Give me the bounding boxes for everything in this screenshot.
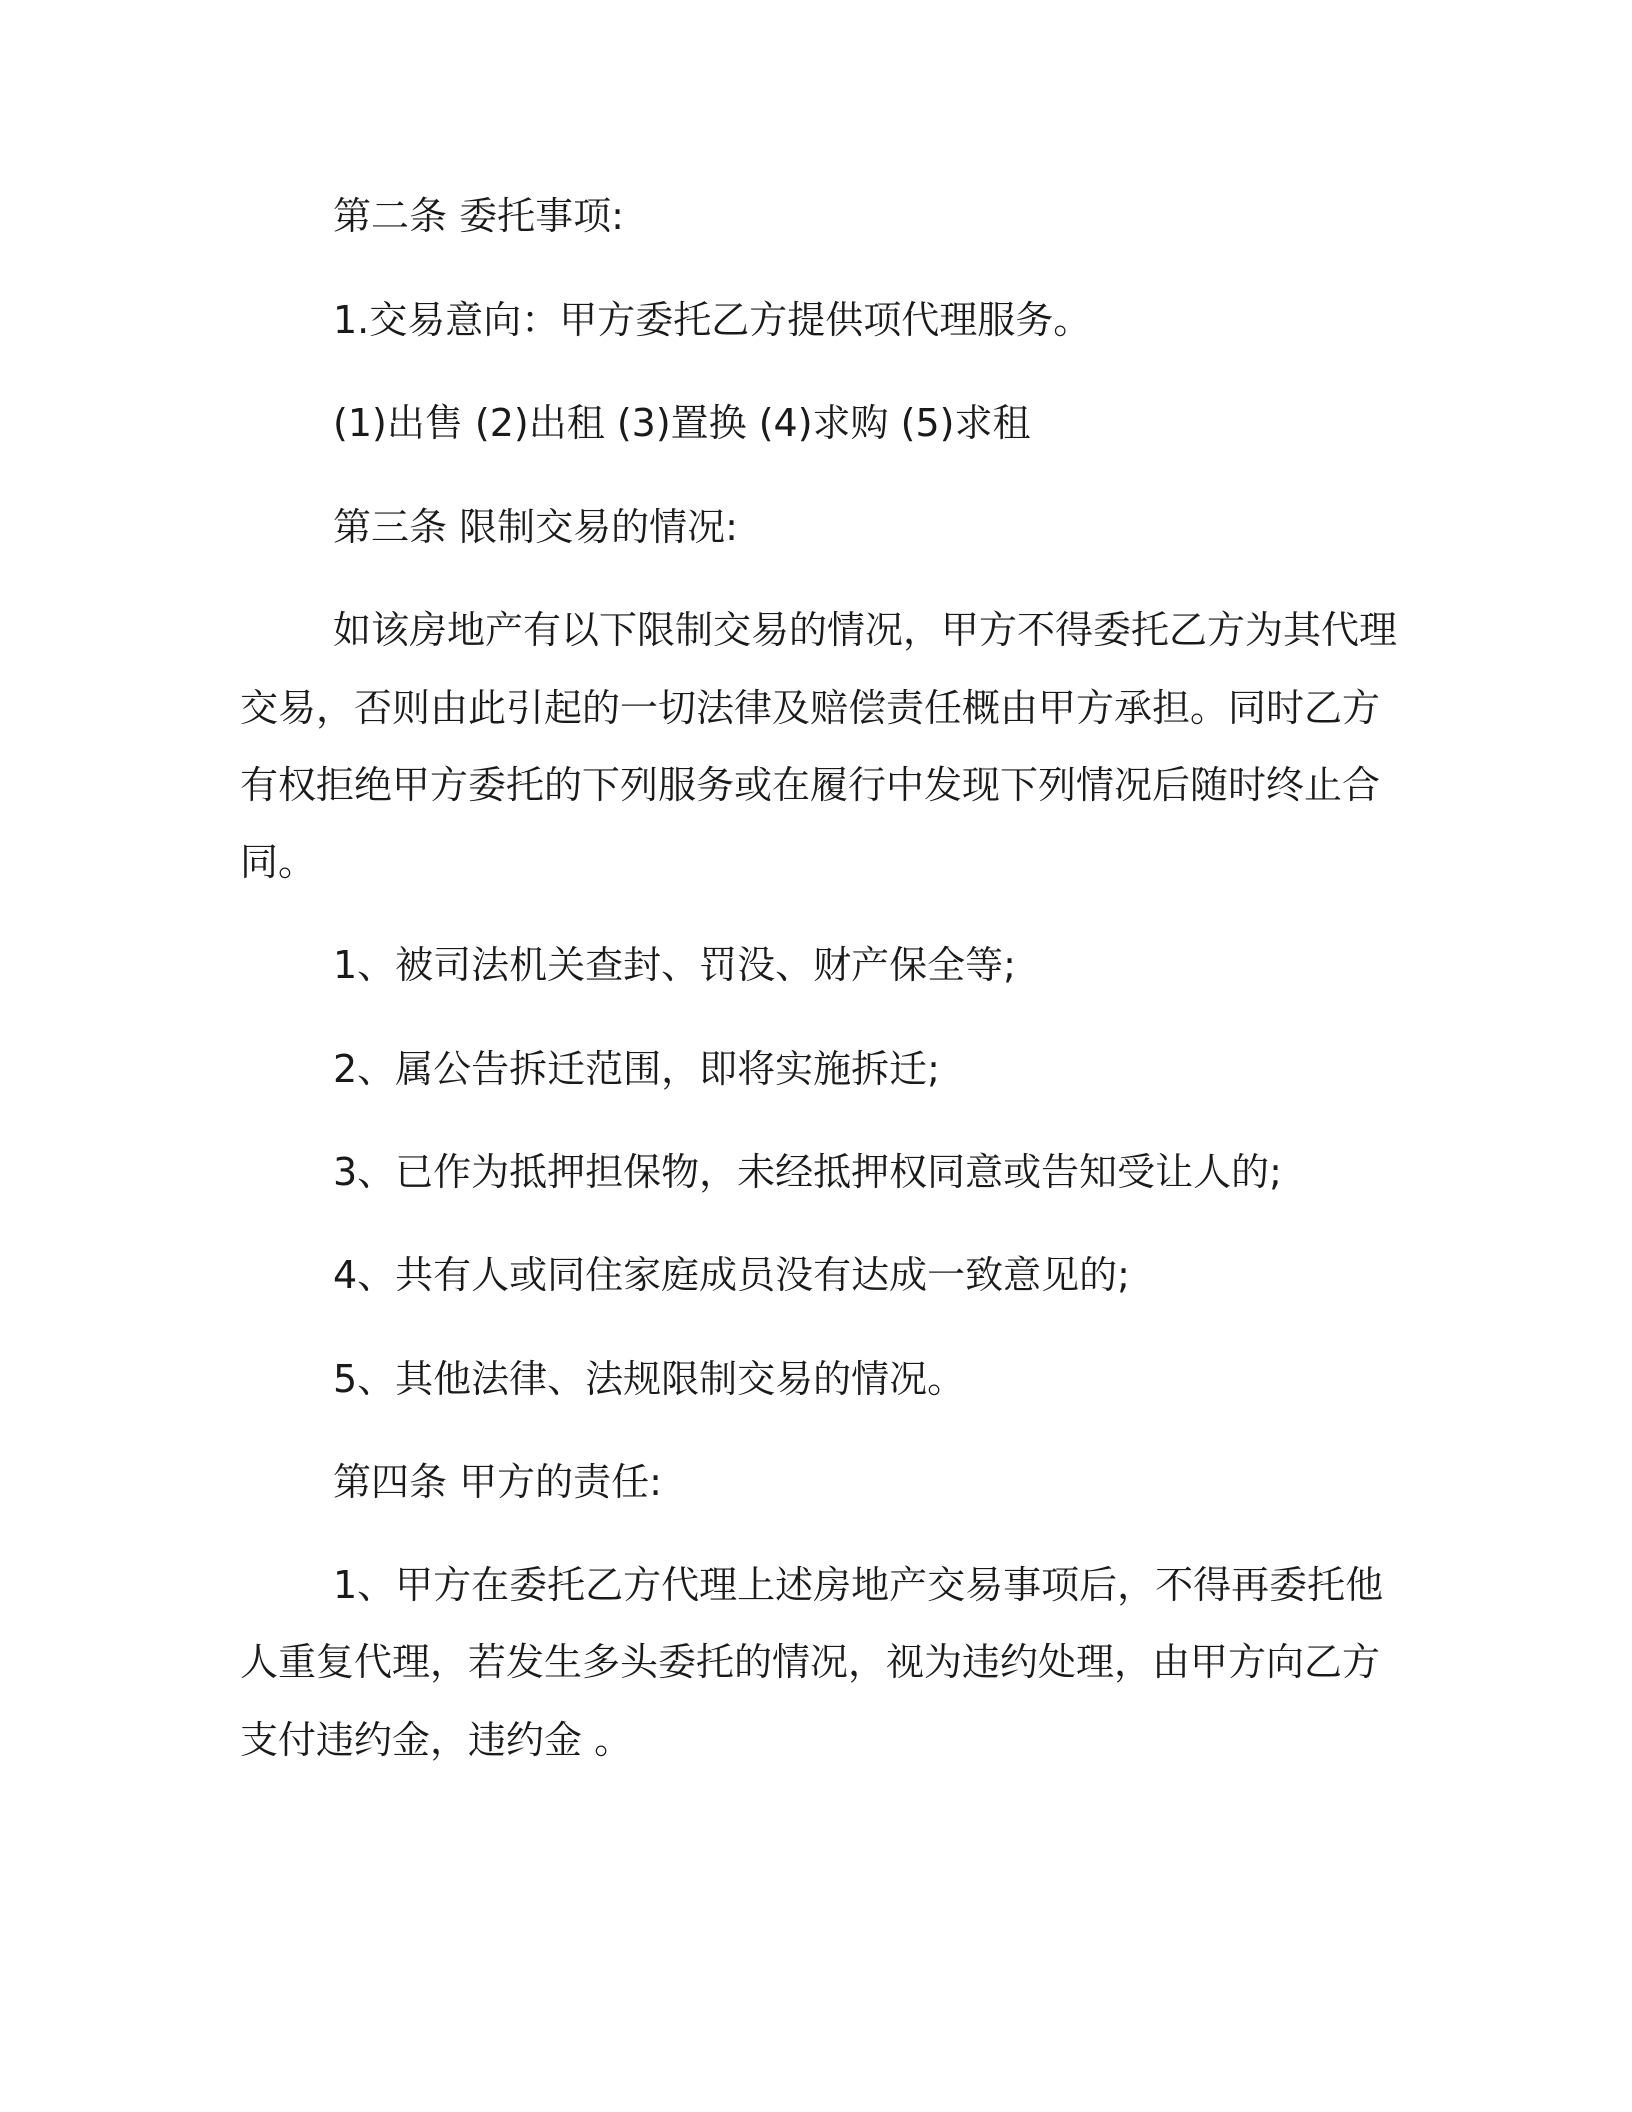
- article-4-heading: 第四条 甲方的责任:: [333, 1460, 662, 1504]
- article-3-paragraph-line-2: 交易，否则由此引起的一切法律及赔偿责任概由甲方承担。同时乙方: [240, 686, 1381, 730]
- article-3-item-1: 1、被司法机关查封、罚没、财产保全等;: [333, 943, 1016, 987]
- article-3-item-3: 3、已作为抵押担保物，未经抵押权同意或告知受让人的;: [333, 1150, 1282, 1194]
- article-4-item-1-line-3: 支付违约金，违约金 。: [240, 1718, 633, 1762]
- article-4-item-1-line-1: 1、甲方在委托乙方代理上述房地产交易事项后，不得再委托他: [333, 1563, 1384, 1607]
- article-3-paragraph-line-3: 有权拒绝甲方委托的下列服务或在履行中发现下列情况后随时终止合: [240, 763, 1381, 807]
- article-3-paragraph-line-1: 如该房地产有以下限制交易的情况，甲方不得委托乙方为其代理: [333, 608, 1398, 652]
- article-2-item-1: 1.交易意向：甲方委托乙方提供项代理服务。: [333, 298, 1092, 342]
- article-3-item-2: 2、属公告拆迁范围，即将实施拆迁;: [333, 1047, 940, 1091]
- article-3-item-5: 5、其他法律、法规限制交易的情况。: [333, 1357, 966, 1401]
- article-3-item-4: 4、共有人或同住家庭成员没有达成一致意见的;: [333, 1253, 1130, 1297]
- article-2-options: (1)出售 (2)出租 (3)置换 (4)求购 (5)求租: [333, 401, 1031, 445]
- article-3-paragraph-line-4: 同。: [240, 840, 317, 884]
- article-3-heading: 第三条 限制交易的情况:: [333, 505, 738, 549]
- article-2-heading: 第二条 委托事项:: [333, 194, 624, 238]
- article-4-item-1-line-2: 人重复代理，若发生多头委托的情况，视为违约处理，由甲方向乙方: [240, 1640, 1381, 1684]
